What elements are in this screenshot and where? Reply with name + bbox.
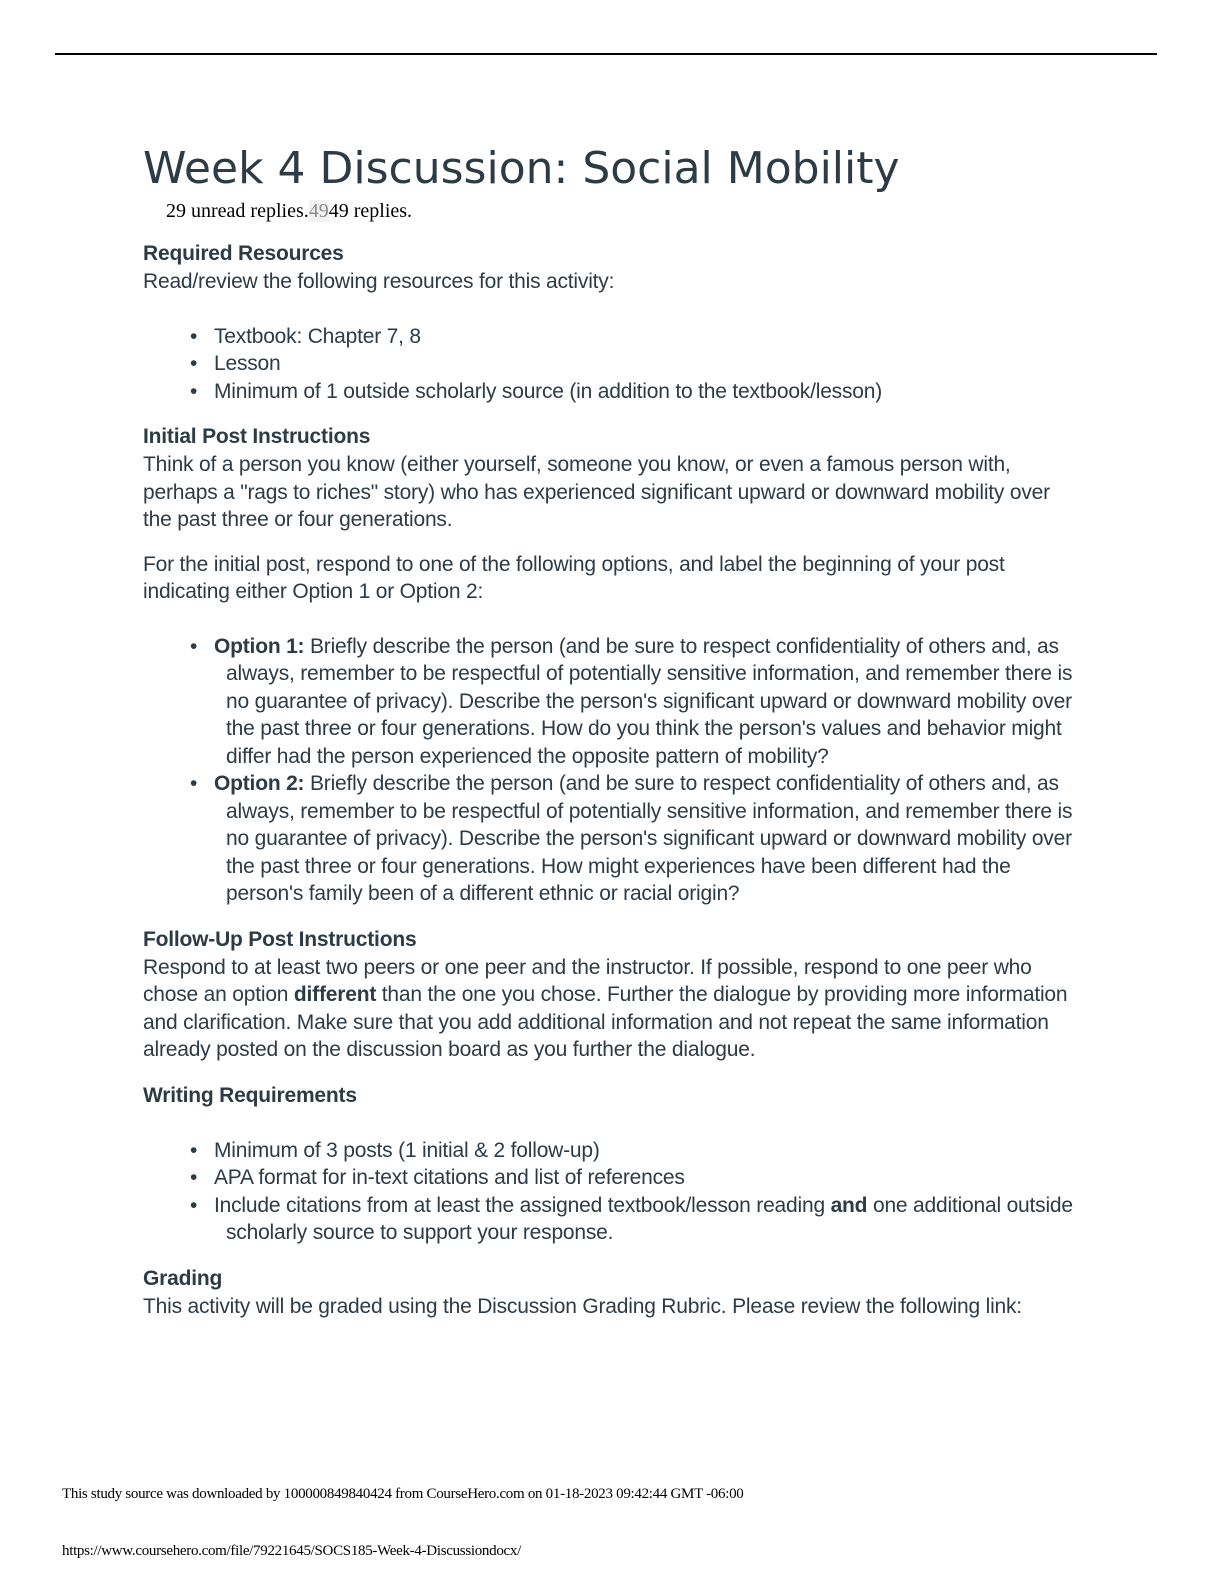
emphasis-different: different: [293, 983, 377, 1006]
section-heading-follow-up: Follow-Up Post Instructions: [143, 927, 417, 951]
required-resources-list: [143, 323, 1083, 406]
bullet-icon: •: [190, 324, 198, 348]
option-2-text: Briefly describe the person (and be sure to respect confidentiality of others and, as always, remember to be respectful of potentially sensitive information, and remember there is no guarantee of privacy). Describe the person's significant upward or downward mobility over the past three or four generations. How might experiences have been different had the person's family been of a different ethnic or racial origin?: [226, 772, 1073, 905]
section-heading-initial-post: Initial Post Instructions: [143, 425, 371, 448]
bullet-icon: •: [190, 634, 198, 658]
option-1-label: Option 1:: [214, 634, 305, 658]
faded-reply-count: 49: [308, 200, 329, 222]
page-title: Week 4 Discussion: Social Mobility: [143, 143, 900, 194]
options-list: [143, 633, 1083, 908]
follow-up-paragraph: Respond to at least two peers or one peer and the instructor. If possible, respond to one peer who chose an option different than the one you chose. Further the dialogue by providing more information and clarification. Make sure that you add additional information and not repeat the same information already posted on the discussion board as you further the dialogue.: [143, 955, 1068, 1061]
list-item: • APA format for in-text citations and list of references: [214, 1164, 1083, 1192]
list-item: • Minimum of 3 posts (1 initial & 2 follow-up): [214, 1137, 1083, 1165]
bullet-icon: •: [190, 772, 198, 795]
top-divider: [55, 53, 1157, 55]
option-1-text: Briefly describe the person (and be sure to respect confidentiality of others and, as always, remember to be respectful of potentially sensitive information, and remember there is no guarantee of privacy). Describe the person's significant upward or downward mobility over the past three or four generations. How do you think the person's values and behavior might differ had the person experienced the opposite pattern of mobility?: [226, 634, 1073, 768]
total-replies: 49 replies.: [328, 200, 413, 222]
unread-replies: 29 unread replies.: [166, 200, 309, 222]
option-2-label: Option 2:: [214, 772, 305, 795]
initial-post-paragraph-1: Think of a person you know (either yourself, someone you know, or even a famous person with, perhaps a "rags to riches" story) who has experienced significant upward or downward mobility over the past three or four generations.: [143, 453, 1050, 531]
list-item: • Lesson: [214, 350, 1083, 378]
bullet-icon: •: [190, 1138, 198, 1162]
list-item: • Minimum of 1 outside scholarly source (in addition to the textbook/lesson): [214, 378, 1083, 406]
grading-paragraph: This activity will be graded using the Discussion Grading Rubric. Please review the following link:: [143, 1294, 1022, 1318]
required-resources-intro: Read/review the following resources for this activity:: [143, 270, 615, 293]
reply-count: [166, 200, 1083, 222]
document-body: [143, 138, 1083, 1320]
bullet-icon: •: [190, 352, 198, 375]
section-heading-required-resources: Required Resources: [143, 242, 344, 265]
bullet-icon: •: [190, 1166, 198, 1189]
writing-requirements-list: [143, 1137, 1083, 1247]
list-item: • Include citations from at least the assigned textbook/lesson reading and one additional outside scholarly source to support your response.: [190, 1193, 1073, 1244]
option-2-item: [190, 770, 1083, 908]
source-url: https://www.coursehero.com/file/79221645/SOCS185-Week-4-Discussiondocx/: [62, 1543, 521, 1559]
emphasis-and: and: [830, 1193, 868, 1217]
section-heading-grading: Grading: [143, 1266, 223, 1290]
list-item: • Textbook: Chapter 7, 8: [214, 323, 1083, 351]
section-heading-writing-requirements: Writing Requirements: [143, 1083, 357, 1107]
bullet-icon: •: [190, 379, 198, 403]
initial-post-paragraph-2: For the initial post, respond to one of the following options, and label the beginning of your post indicating either Option 1 or Option 2:: [143, 552, 1005, 603]
download-notice: This study source was downloaded by 100000849840424 from CourseHero.com on 01-18-2023 09:42:44 GMT -06:00: [62, 1486, 744, 1502]
option-1-item: [190, 633, 1083, 771]
bullet-icon: •: [190, 1193, 198, 1217]
